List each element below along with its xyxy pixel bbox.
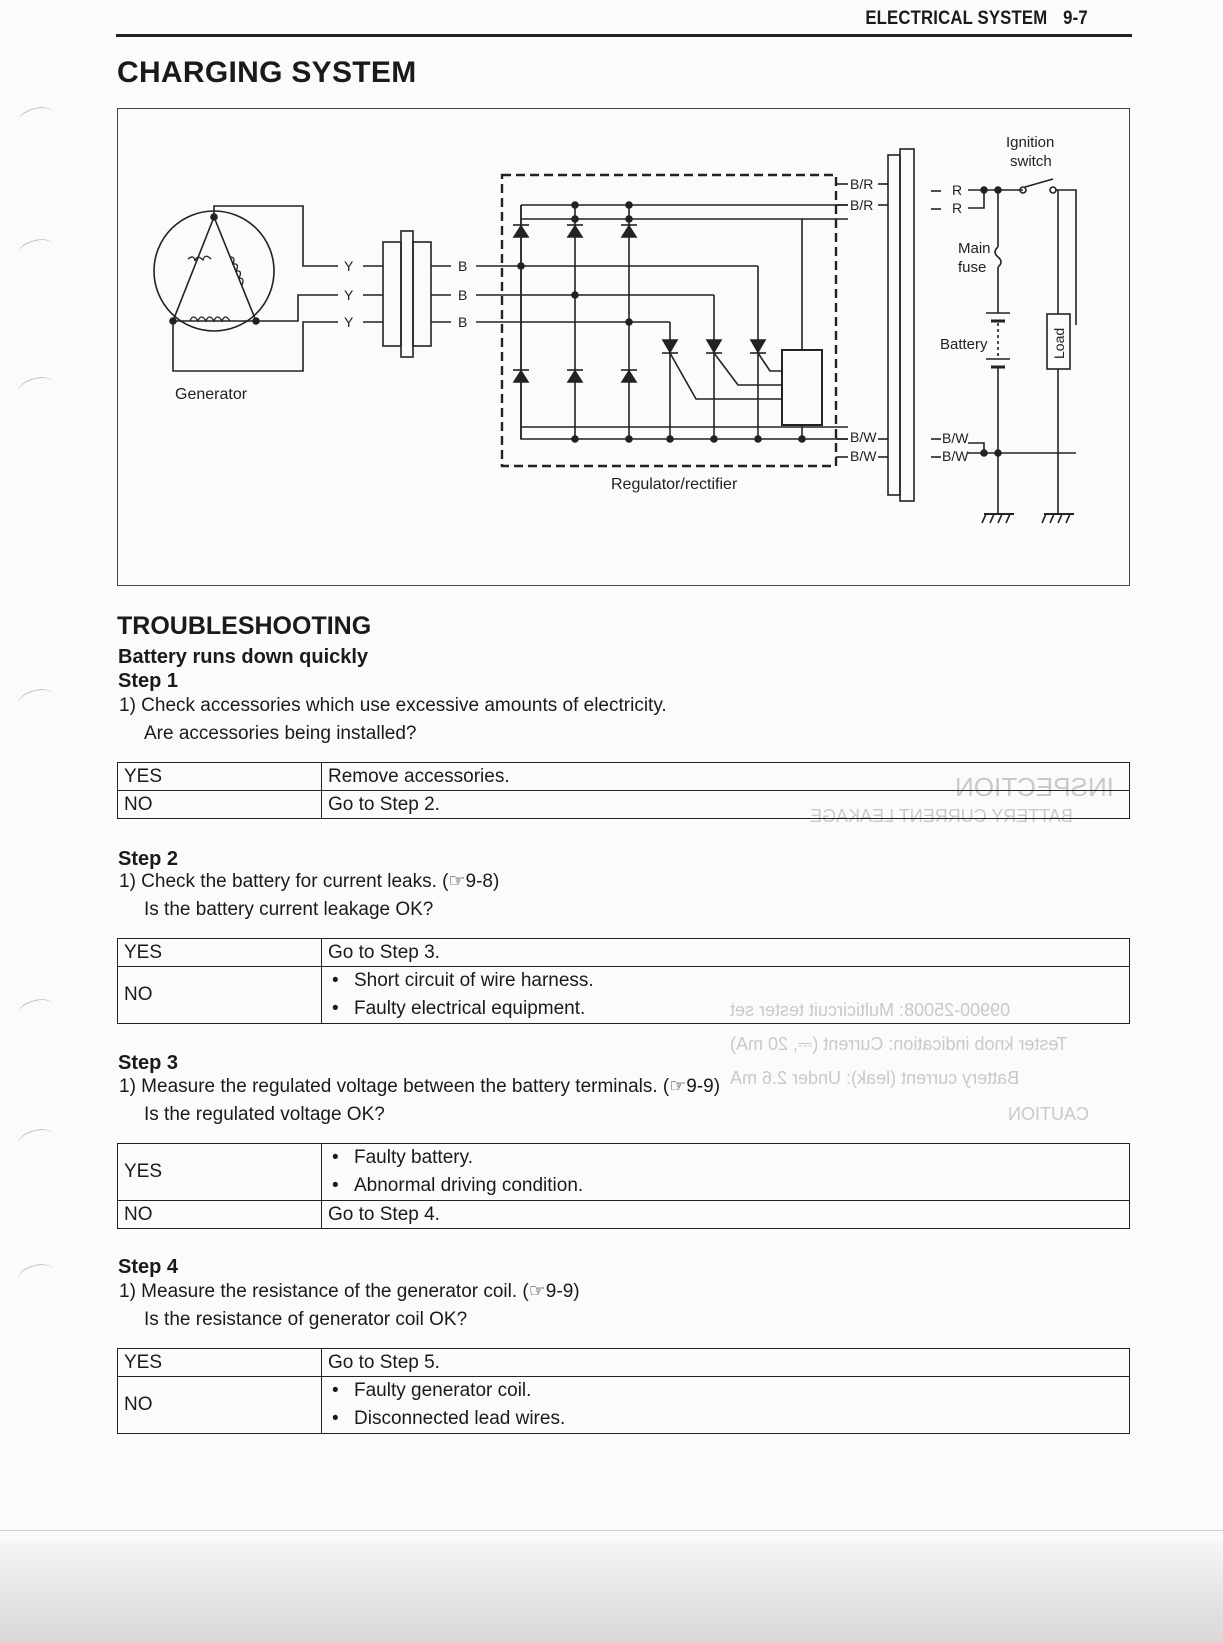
wire-label-bw: B/W bbox=[850, 429, 877, 445]
generator-symbol bbox=[154, 211, 274, 331]
page-number: 9-7 bbox=[1063, 8, 1088, 29]
regulator-coupler bbox=[888, 149, 914, 501]
scan-shadow bbox=[0, 1540, 1223, 1642]
no-cell: NO bbox=[118, 1377, 322, 1434]
wire-label-br: B/R bbox=[850, 197, 874, 213]
step-question-text: Is the battery current leakage OK? bbox=[144, 899, 434, 920]
ground-symbol bbox=[982, 509, 1014, 523]
yes-result: Go to Step 3. bbox=[322, 939, 1130, 967]
result-bullet: • Faulty battery. bbox=[328, 1144, 1123, 1172]
no-result bbox=[322, 967, 1130, 1024]
ignition-switch-label: Ignition bbox=[1006, 134, 1055, 151]
battery-label: Battery bbox=[940, 336, 988, 353]
wire-label-b: B bbox=[458, 314, 468, 330]
wire-label-bw: B/W bbox=[942, 430, 969, 446]
result-bullet: • Disconnected lead wires. bbox=[328, 1405, 1123, 1433]
page-title: CHARGING SYSTEM bbox=[117, 56, 417, 89]
yes-result: Go to Step 5. bbox=[322, 1349, 1130, 1377]
load-label: Load bbox=[1051, 327, 1067, 359]
result-bullet: • Faulty generator coil. bbox=[328, 1377, 1123, 1405]
step-question-text: Is the regulated voltage OK? bbox=[144, 1104, 385, 1125]
binder-hole-mark bbox=[16, 1126, 56, 1154]
generator-label: Generator bbox=[175, 386, 248, 403]
main-fuse-symbol bbox=[995, 247, 1001, 313]
binder-hole-mark bbox=[16, 1261, 56, 1289]
troubleshooting-heading: TROUBLESHOOTING bbox=[117, 612, 372, 640]
step-question bbox=[119, 1073, 720, 1129]
bleed-through-line: CAUTION bbox=[1008, 1104, 1089, 1124]
yes-result bbox=[322, 1144, 1130, 1201]
step-title: Step 3 bbox=[118, 1052, 179, 1074]
battery-symbol bbox=[986, 313, 1010, 453]
step-title: Step 1 bbox=[118, 670, 179, 692]
step-title: Step 2 bbox=[118, 848, 179, 870]
scan-edge-line bbox=[0, 1530, 1223, 1531]
wire-label-r: R bbox=[952, 182, 963, 198]
step-question bbox=[119, 1278, 580, 1334]
wire-label-r: R bbox=[952, 200, 963, 216]
wire-label-y: Y bbox=[344, 258, 354, 274]
wire-label-b: B bbox=[458, 287, 468, 303]
no-cell: NO bbox=[118, 1201, 322, 1229]
header-rule bbox=[116, 34, 1132, 37]
step-question-text: Is the resistance of generator coil OK? bbox=[144, 1309, 468, 1330]
generator-coupler bbox=[383, 231, 431, 357]
no-result: Go to Step 4. bbox=[322, 1201, 1130, 1229]
wire-label-bw: B/W bbox=[850, 448, 877, 464]
step-instruction: 1) Measure the regulated voltage between the battery terminals. (☞9-9) bbox=[119, 1076, 721, 1097]
yes-cell: YES bbox=[118, 763, 322, 791]
main-fuse-label: fuse bbox=[958, 259, 987, 276]
step-result-table bbox=[117, 938, 1130, 1024]
wire-label-y: Y bbox=[344, 314, 354, 330]
yes-cell: YES bbox=[118, 1144, 322, 1201]
step-instruction: 1) Measure the resistance of the generator coil. (☞9-9) bbox=[119, 1281, 580, 1302]
result-bullet: • Short circuit of wire harness. bbox=[328, 967, 1123, 995]
no-cell: NO bbox=[118, 791, 322, 819]
bleed-through-subheading: BATTERY CURRENT LEAKAGE bbox=[810, 806, 1073, 826]
no-cell: NO bbox=[118, 967, 322, 1024]
charging-system-diagram bbox=[117, 108, 1130, 586]
no-result bbox=[322, 1377, 1130, 1434]
step-title: Step 4 bbox=[118, 1256, 179, 1278]
step-result-table bbox=[117, 1348, 1130, 1434]
step-question bbox=[119, 868, 499, 924]
bleed-through-line: Tester knob indication: Current (⎓, 20 mA) bbox=[730, 1034, 1068, 1054]
result-bullet: • Faulty electrical equipment. bbox=[328, 995, 1123, 1023]
wire-labels-y bbox=[344, 258, 354, 330]
step-question-text: Are accessories being installed? bbox=[144, 723, 417, 744]
binder-hole-mark bbox=[16, 236, 56, 264]
yes-cell: YES bbox=[118, 1349, 322, 1377]
step-instruction: 1) Check accessories which use excessive amounts of electricity. bbox=[119, 695, 667, 716]
wire-label-br: B/R bbox=[850, 176, 874, 192]
no-result: Go to Step 2. bbox=[322, 791, 1130, 819]
wire-label-bw: B/W bbox=[942, 448, 969, 464]
binder-hole-mark bbox=[16, 374, 56, 402]
bleed-through-heading: INSPECTION bbox=[955, 772, 1114, 802]
ignition-switch-label: switch bbox=[1010, 153, 1052, 170]
yes-cell: YES bbox=[118, 939, 322, 967]
yes-result: Remove accessories. bbox=[322, 763, 1130, 791]
binder-hole-mark bbox=[16, 104, 56, 132]
ground-symbol bbox=[1042, 509, 1074, 523]
ignition-switch-symbol bbox=[1020, 179, 1076, 325]
main-fuse-label: Main bbox=[958, 240, 991, 257]
regulator-rectifier-label: Regulator/rectifier bbox=[611, 476, 738, 493]
running-header bbox=[865, 8, 1088, 30]
wire-label-y: Y bbox=[344, 287, 354, 303]
header-section: ELECTRICAL SYSTEM bbox=[865, 8, 1048, 29]
wire-label-b: B bbox=[458, 258, 468, 274]
result-bullet: • Abnormal driving condition. bbox=[328, 1172, 1123, 1200]
step-result-table bbox=[117, 1143, 1130, 1229]
bleed-through-line: Battery current (leak): Under 2.6 mA bbox=[730, 1068, 1020, 1088]
regulator-thyristors bbox=[662, 219, 822, 442]
binder-hole-mark bbox=[16, 996, 56, 1024]
symptom-heading: Battery runs down quickly bbox=[118, 646, 369, 668]
step-result-table bbox=[117, 762, 1130, 819]
binder-hole-mark bbox=[16, 686, 56, 714]
step-question bbox=[119, 692, 667, 748]
step-instruction: 1) Check the battery for current leaks. (☞9-8) bbox=[119, 871, 500, 892]
bleed-through-line: 09900-25008: Multicircuit tester set bbox=[730, 1000, 1011, 1020]
